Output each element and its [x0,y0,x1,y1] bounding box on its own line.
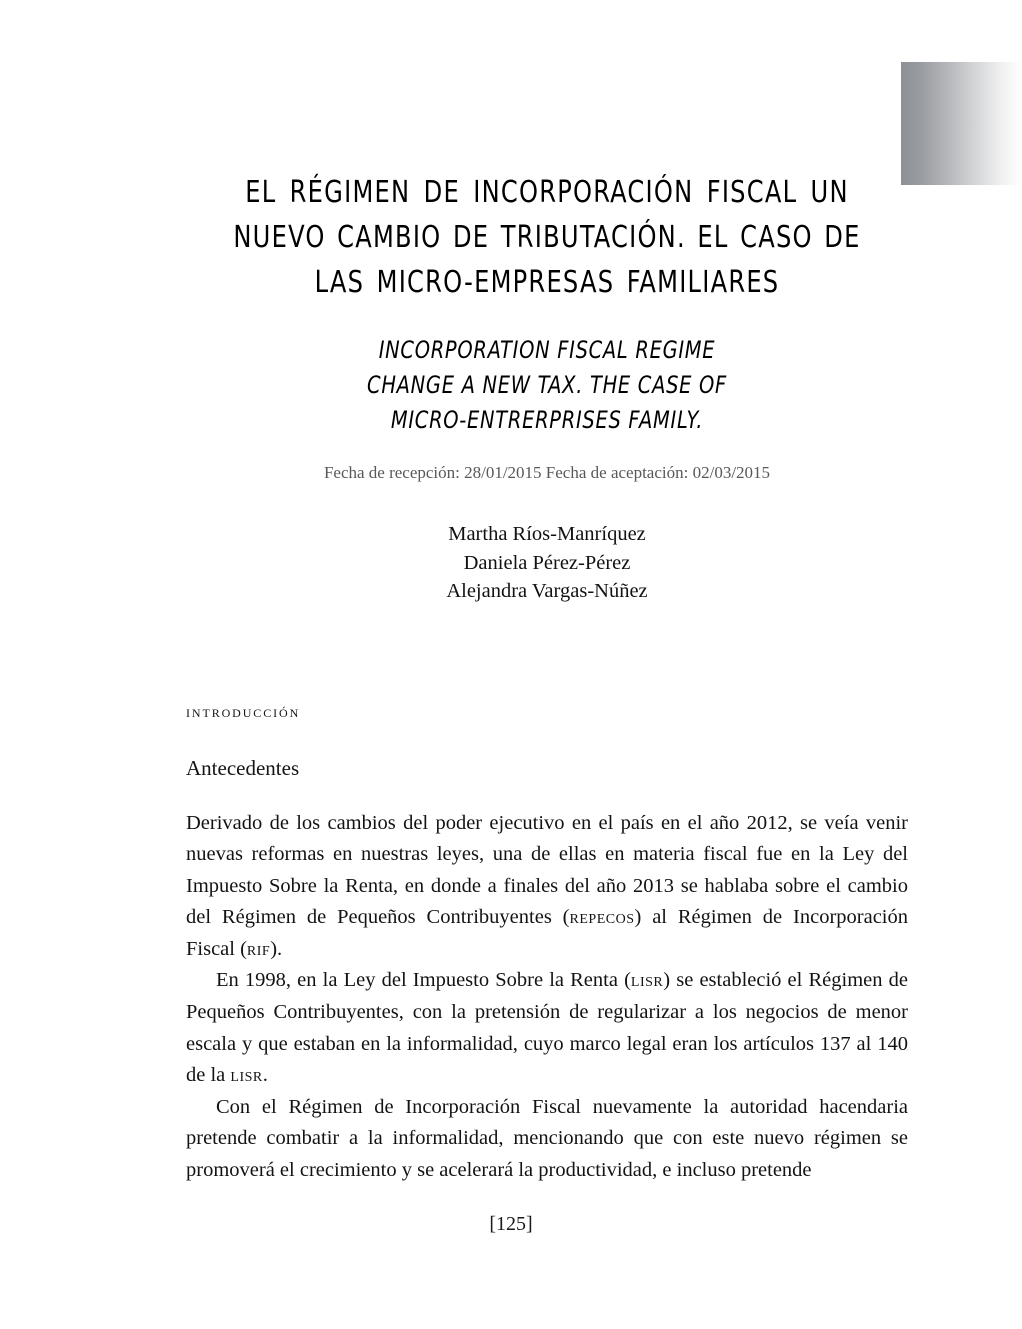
article-title-english [222,305,872,438]
subsection-heading-antecedentes: Antecedentes [186,755,300,780]
author-name: Daniela Pérez-Pérez [463,551,631,574]
acronym-smallcaps: lisr [230,1064,263,1087]
article-subtitle-line-2: CHANGE A NEW TAX. THE CASE OF [367,371,727,399]
article-title-line-2: NUEVO CAMBIO DE TRIBUTACIÓN. EL CASO DE [233,220,861,255]
article-title-line-1: EL RÉGIMEN DE INCORPORACIÓN FISCAL UN [245,175,849,210]
author-list [186,484,908,606]
body-paragraph: Derivado de los cambios del poder ejecutivo en el país en el año 2012, se veía venir nuevas reformas en nuestras leyes, una de ellas en materia fiscal fue en la Ley del Impuesto Sobre la Renta, en donde a finales del año 2013 se hablaba sobre el cambio del Régimen de Pequeños Contribuyentes (repecos) al Régimen de Incorporación Fiscal (rif). [186,811,908,960]
decorative-gradient-swatch [901,62,1022,185]
section-heading-introduccion: introducción [186,701,301,721]
article-subtitle-line-1: INCORPORATION FISCAL REGIME [378,336,716,364]
page-folio: [125] [489,1213,533,1235]
acronym-smallcaps: rif [246,937,271,960]
acronym-smallcaps: lisr [630,969,664,992]
body-text [186,781,908,1187]
submission-dates: Fecha de recepción: 28/01/2015 Fecha de aceptación: 02/03/2015 [323,463,771,482]
page-content-column [186,0,908,1187]
article-title-spanish [229,0,864,305]
author-name: Martha Ríos-Manríquez [448,523,646,545]
body-paragraph: Con el Régimen de Incorporación Fiscal nuevamente la autoridad hacendaria pretende combatir a la informalidad, mencionando que con este nuevo régimen se promoverá el crecimiento y se acelerará la productividad, e incluso pretende [186,1095,908,1182]
body-paragraph: En 1998, en la Ley del Impuesto Sobre la Renta (lisr) se estableció el Régimen de Pequeños Contribuyentes, con la pretensión de regularizar a los negocios de menor escala y que estaban en la informalidad, cuyo marco legal eran los artículos 137 al 140 de la lisr. [186,969,908,1087]
acronym-smallcaps: repecos [569,906,635,929]
article-title-line-3: LAS MICRO-EMPRESAS FAMILIARES [314,265,780,300]
author-name: Alejandra Vargas-Núñez [446,580,648,602]
article-subtitle-line-3: MICRO-ENTRERPRISES FAMILY. [390,406,704,434]
